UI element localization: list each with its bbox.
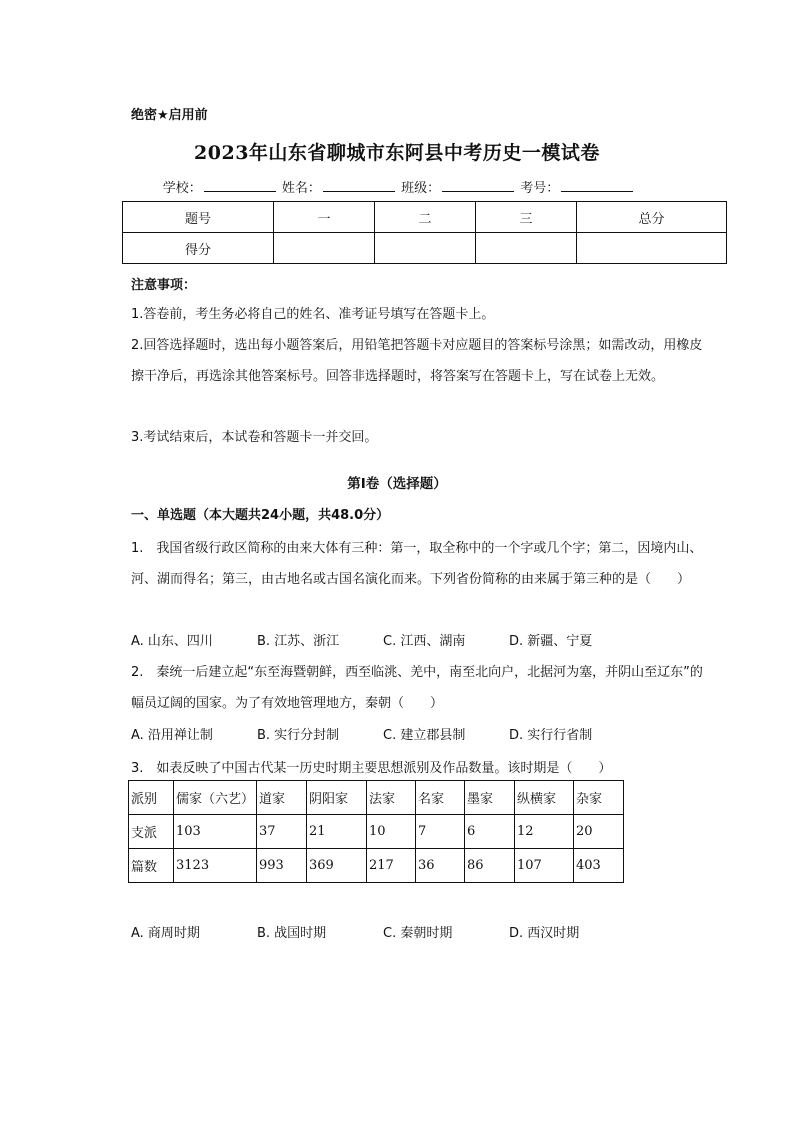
table-cell: 纵横家 [515,781,574,815]
score-cell [375,233,476,264]
table-cell: 21 [307,815,367,849]
class-blank[interactable] [442,179,514,192]
score-cell: 题号 [123,202,274,233]
name-label: 姓名： [281,181,321,196]
score-cell [274,233,375,264]
question-2-options [131,724,592,743]
score-cell: 二 [375,202,476,233]
confidential-label: 绝密★启用前 [131,108,208,123]
table-cell: 37 [257,815,307,849]
table-cell: 儒家（六艺） [174,781,257,815]
school-label: 学校： [162,181,202,196]
question-3: 3. 如表反映了中国古代某一历史时期主要思想派别及作品数量。该时期是（ ） [131,761,612,776]
student-info-line [0,177,794,196]
table-cell: 道家 [257,781,307,815]
table-cell: 支派 [129,815,174,849]
part-title: 一、单选题（本大题共24小题，共48.0分） [131,508,390,523]
option-c[interactable]: C. 江西、湖南 [383,634,466,649]
note-3: 3.考试结束后，本试卷和答题卡一并交回。 [131,430,378,445]
number-label: 考号： [520,181,560,196]
table-cell: 403 [574,849,624,883]
question-3-options [131,922,579,941]
score-cell: 总分 [577,202,727,233]
table-cell: 993 [257,849,307,883]
table-cell: 36 [416,849,465,883]
table-cell: 12 [515,815,574,849]
option-d[interactable]: D. 实行行省制 [509,728,593,743]
table-cell: 103 [174,815,257,849]
note-2: 2.回答选择题时，选出每小题答案后，用铅笔把答题卡对应题目的答案标号涂黑；如需改动，用橡皮擦干净后，再选涂其他答案标号。回答非选择题时，将答案写在答题卡上，写在试卷上无效。 [131,338,703,384]
table-cell: 阴阳家 [307,781,367,815]
option-a[interactable]: A. 山东、四川 [131,634,213,649]
option-b[interactable]: B. 江苏、浙江 [257,634,340,649]
table-cell: 名家 [416,781,465,815]
table-cell: 3123 [174,849,257,883]
schools-table [128,780,624,883]
note-1: 1.答卷前，考生务必将自己的姓名、准考证号填写在答题卡上。 [131,307,495,322]
exam-title: 2023年山东省聊城市东阿县中考历史一模试卷 [194,142,600,164]
table-cell: 杂家 [574,781,624,815]
question-1: 1. 我国省级行政区简称的由来大体有三种：第一，取全称中的一个字或几个字；第二，因境内山、河、湖而得名；第三，由古地名或古国名演化而来。下列省份简称的由来属于第三种的是（ ） [131,541,703,587]
school-blank[interactable] [204,179,276,192]
table-cell: 20 [574,815,624,849]
score-table [122,201,727,264]
table-cell: 篇数 [129,849,174,883]
section-title: 第Ⅰ卷（选择题） [347,476,447,492]
option-b[interactable]: B. 实行分封制 [257,728,340,743]
option-a[interactable]: A. 商周时期 [131,926,200,941]
option-d[interactable]: D. 新疆、宁夏 [509,634,593,649]
table-cell: 派别 [129,781,174,815]
number-blank[interactable] [561,179,633,192]
table-row [129,815,624,849]
table-cell: 107 [515,849,574,883]
score-cell [476,233,577,264]
option-b[interactable]: B. 战国时期 [257,926,327,941]
question-2: 2. 秦统一后建立起“东至海暨朝鲜，西至临洮、羌中，南至北向户，北据河为塞，并阴山至辽东”的幅员辽阔的国家。为了有效地管理地方，秦朝（ ） [131,665,703,711]
table-cell: 217 [367,849,416,883]
score-cell: 一 [274,202,375,233]
class-label: 班级： [401,181,441,196]
question-1-options [131,630,592,649]
table-cell: 墨家 [465,781,515,815]
table-cell: 10 [367,815,416,849]
table-cell: 86 [465,849,515,883]
score-cell [577,233,727,264]
score-cell: 得分 [123,233,274,264]
table-cell: 法家 [367,781,416,815]
table-row [129,849,624,883]
option-d[interactable]: D. 西汉时期 [509,926,580,941]
table-cell: 369 [307,849,367,883]
score-table-score-row [123,233,727,264]
option-c[interactable]: C. 秦朝时期 [383,926,453,941]
option-a[interactable]: A. 沿用禅让制 [131,728,213,743]
table-cell: 7 [416,815,465,849]
table-cell: 6 [465,815,515,849]
score-table-header-row [123,202,727,233]
table-row [129,781,624,815]
name-blank[interactable] [323,179,395,192]
score-cell: 三 [476,202,577,233]
option-c[interactable]: C. 建立郡县制 [383,728,466,743]
notes-title: 注意事项： [131,278,197,293]
